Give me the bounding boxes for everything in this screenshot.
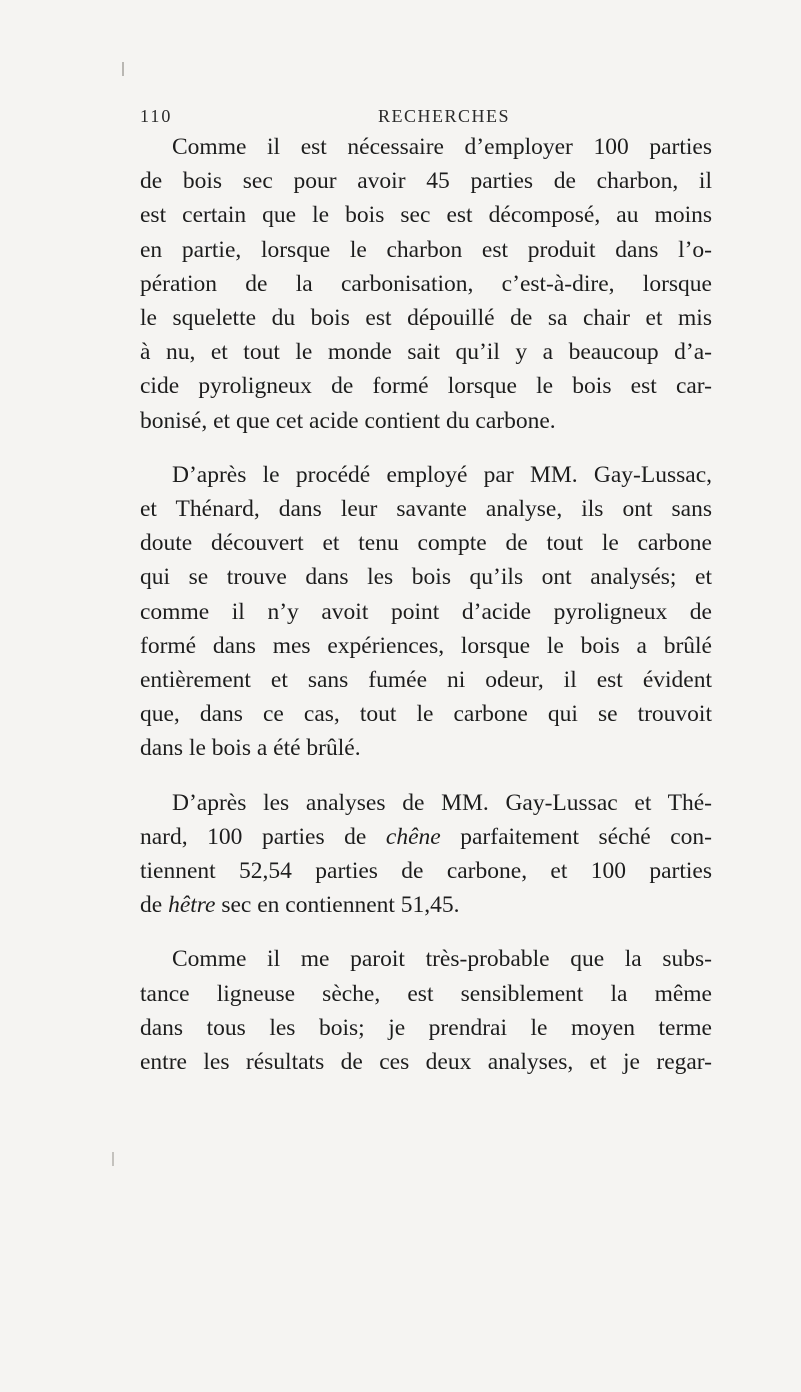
paragraph: [140, 786, 712, 923]
text-line: pération de la carbonisation, c’est-à-dire, lorsque: [140, 270, 712, 297]
text-line: D’après le procédé employé par MM. Gay-Lussac,: [172, 461, 712, 488]
text-line: le squelette du bois est dépouillé de sa chair et mis: [140, 305, 712, 332]
text-line: de bois sec pour avoir 45 parties de charbon, il: [140, 168, 712, 195]
text-line: dans le bois a été brûlé.: [140, 735, 361, 762]
text-line: que, dans ce cas, tout le carbone qui se trouvoit: [140, 701, 712, 728]
text-line: à nu, et tout le monde sait qu’il y a beaucoup d’a-: [140, 339, 712, 366]
body-text: [140, 130, 712, 1079]
page-mark: [112, 1152, 114, 1166]
page-header: [140, 106, 676, 130]
text-line: entre les résultats de ces deux analyses, et je regar-: [140, 1049, 712, 1076]
text-line: D’après les analyses de MM. Gay-Lussac et Thé-: [172, 789, 712, 816]
paragraph: [140, 942, 712, 1079]
text-line: Comme il me paroit très-probable que la subs-: [172, 946, 712, 973]
page-mark: [122, 62, 124, 76]
text-line: bonisé, et que cet acide contient du carbone.: [140, 407, 556, 434]
text-line: entièrement et sans fumée ni odeur, il est évident: [140, 667, 712, 694]
text-line: est certain que le bois sec est décomposé, au moins: [140, 202, 712, 229]
text-line: dans tous les bois; je prendrai le moyen terme: [140, 1014, 712, 1041]
text-line: et Thénard, dans leur savante analyse, ils ont sans: [140, 496, 712, 523]
text-line: de hêtre sec en contiennent 51,45.: [140, 892, 460, 919]
text-line: formé dans mes expériences, lorsque le bois a brûlé: [140, 632, 712, 659]
page-number: 110: [140, 106, 173, 126]
text-line: tiennent 52,54 parties de carbone, et 100 parties: [140, 858, 712, 885]
text-line: cide pyroligneux de formé lorsque le bois est car-: [140, 373, 712, 400]
text-line: en partie, lorsque le charbon est produit dans l’o-: [140, 236, 712, 263]
text-line: Comme il est nécessaire d’employer 100 parties: [172, 134, 712, 160]
text-line: nard, 100 parties de chêne parfaitement séché con-: [140, 823, 713, 850]
text-line: qui se trouve dans les bois qu’ils ont analysés; et: [140, 564, 712, 591]
text-line: doute découvert et tenu compte de tout le carbone: [140, 530, 712, 557]
paragraph: [140, 458, 712, 766]
text-line: comme il n’y avoit point d’acide pyroligneux de: [140, 598, 712, 625]
running-title: RECHERCHES: [378, 106, 511, 126]
paragraph: [140, 130, 712, 438]
text-line: tance ligneuse sèche, est sensiblement la même: [140, 980, 712, 1007]
